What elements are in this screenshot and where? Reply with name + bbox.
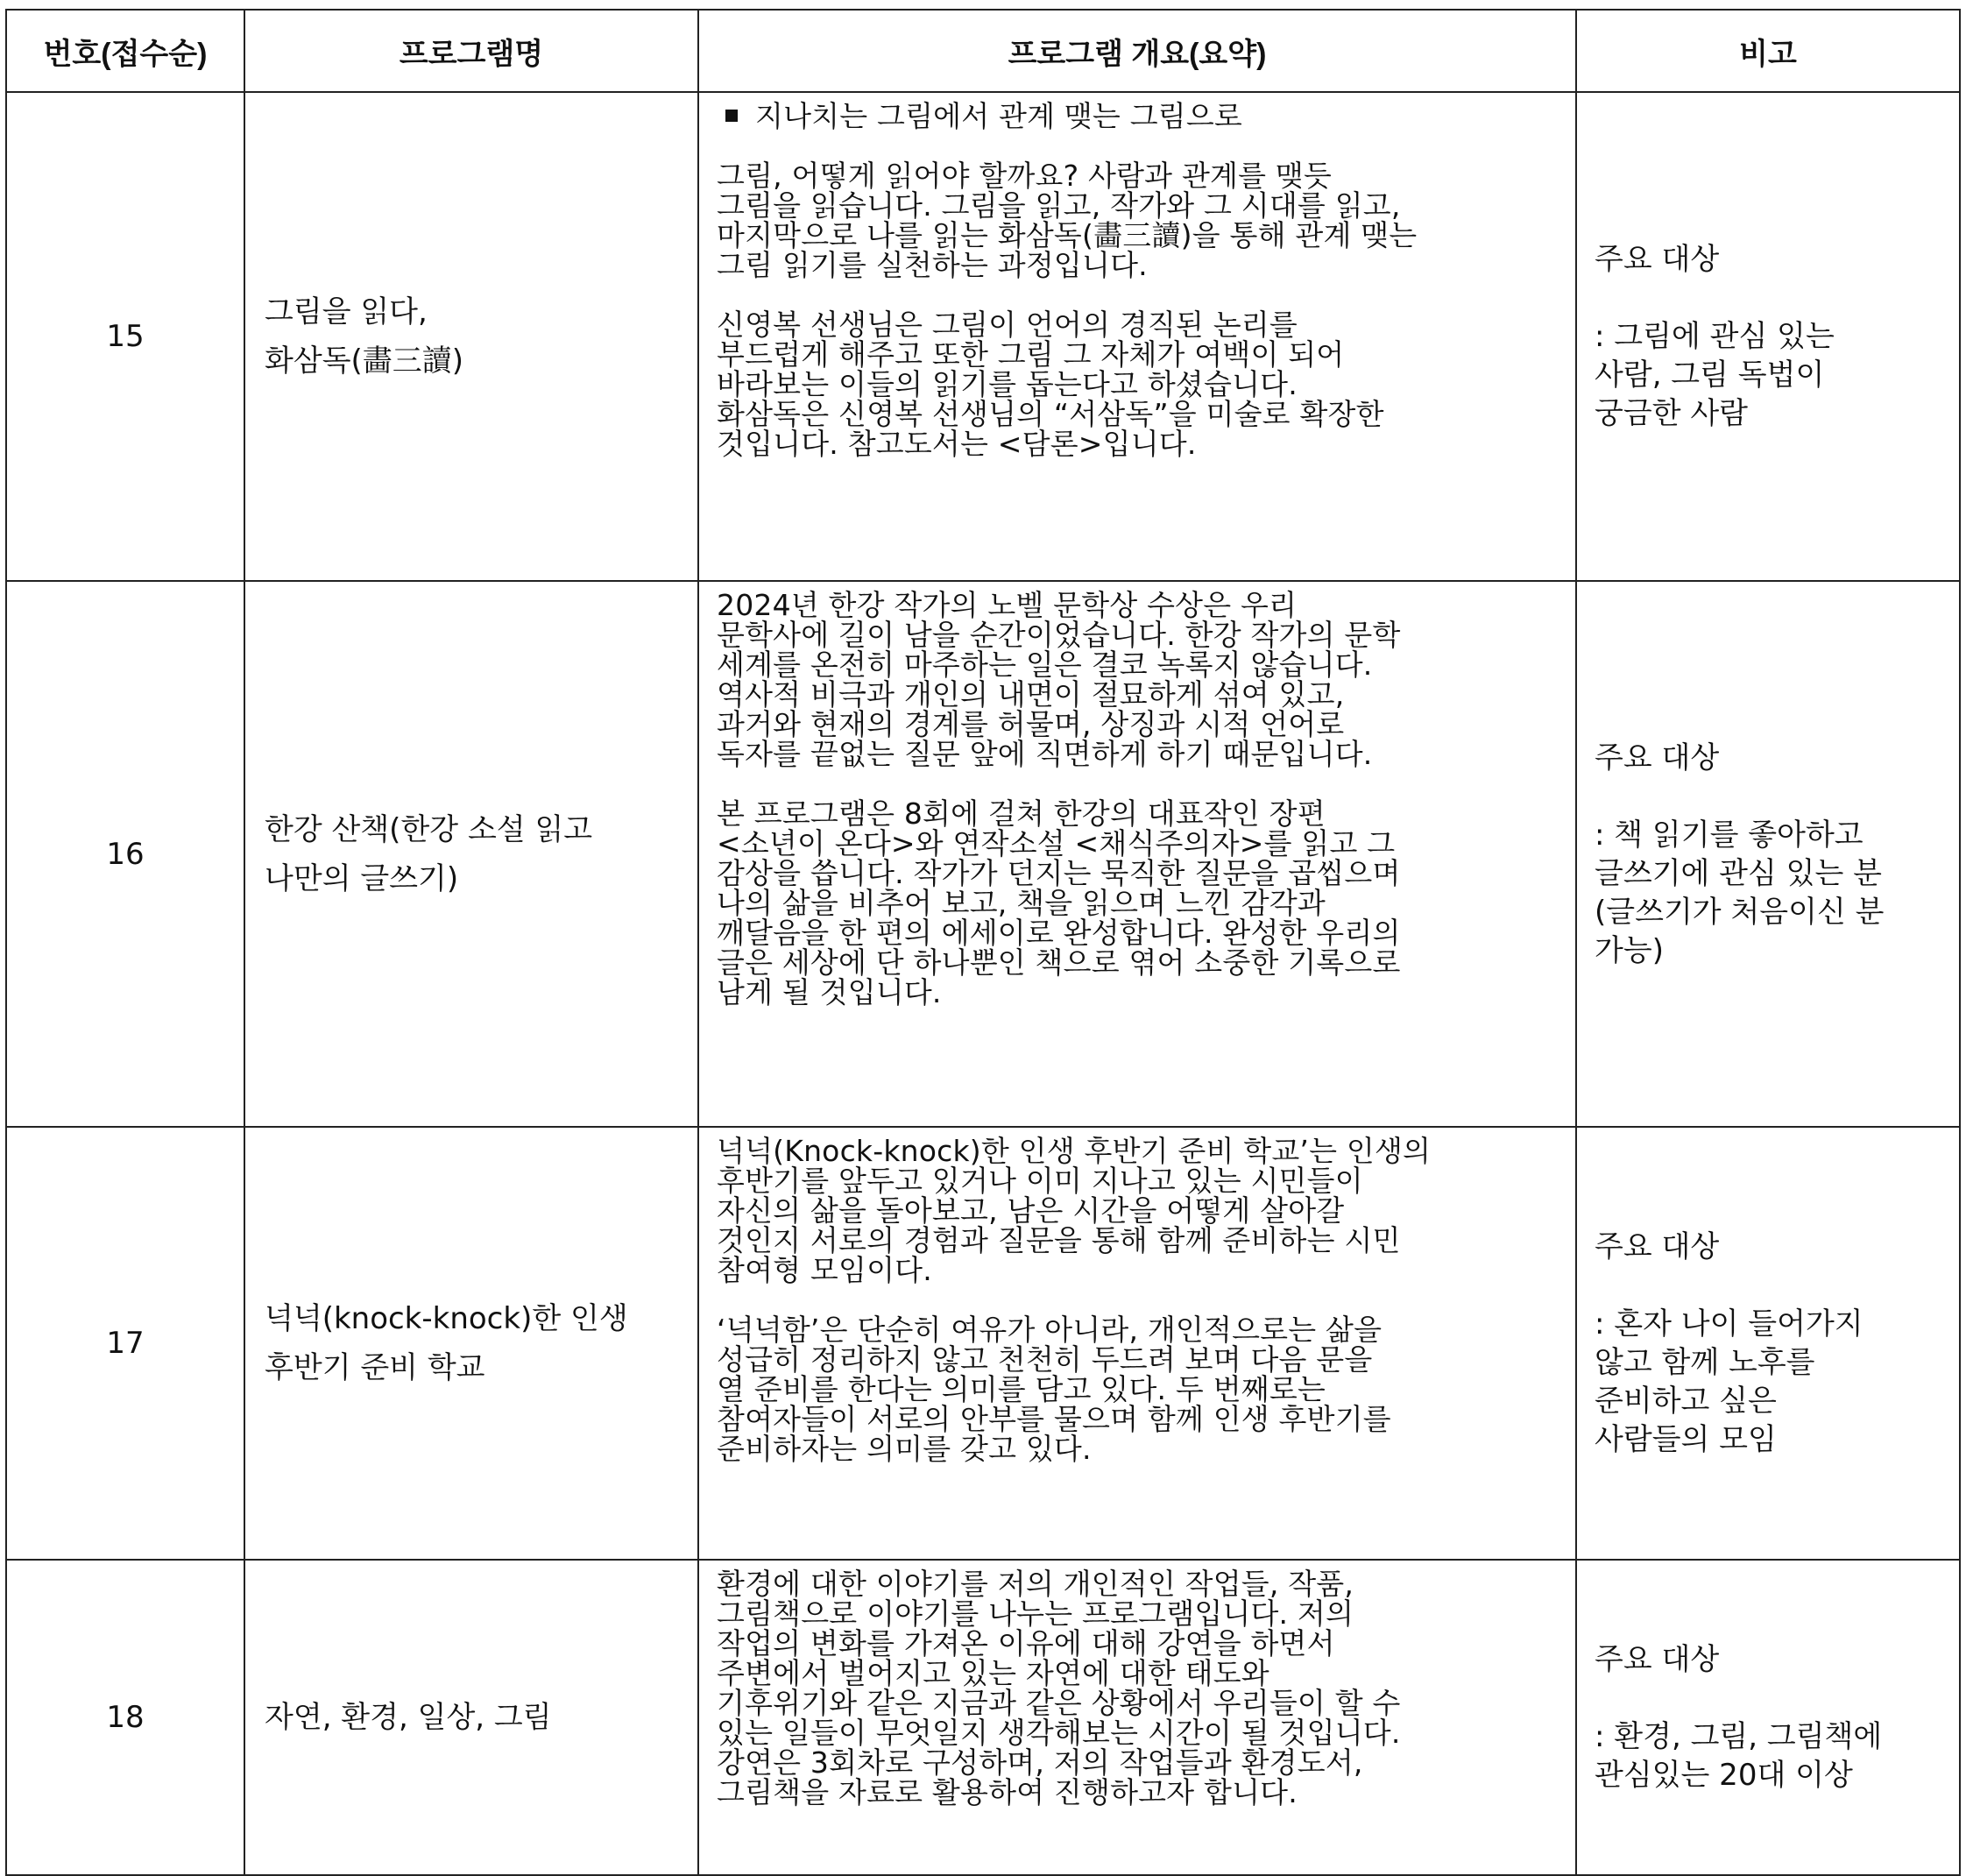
- summary-paragraph: 2024년 한강 작가의 노벨 문학상 수상은 우리 문학사에 길이 남을 순간이었습니다. 한강 작가의 문학 세계를 온전히 마주하는 일은 결코 녹록지 않습니다. 역사적 비극과 개인의 내면이 절묘하게 섞여 있고, 과거와 현재의 경계를 허물며, 상징과 시적 언어로 독자를 끝없는 질문 앞에 직면하게 하기 때문입니다.: [717, 588, 1401, 771]
- program-note: [1576, 1560, 1960, 1875]
- table-row: [6, 1560, 1960, 1875]
- square-bullet-icon: [725, 110, 738, 122]
- header-note: 비고: [1576, 10, 1960, 92]
- program-summary: [698, 581, 1576, 1127]
- table-row: [6, 92, 1960, 581]
- summary-bullet: [717, 99, 1559, 133]
- summary-paragraph: 본 프로그램은 8회에 걸쳐 한강의 대표작인 장편 <소년이 온다>와 연작소설 <채식주의자>를 읽고 그 감상을 씁니다. 작가가 던지는 묵직한 질문을 곱씹으며 나의 삶을 비추어 보고, 책을 읽으며 느낀 감각과 깨달음을 한 편의 에세이로 완성합니다. 완성한 우리의 글은 세상에 단 하나뿐인 책으로 엮어 소중한 기록으로 남게 될 것입니다.: [717, 796, 1401, 1009]
- program-name: [244, 1127, 698, 1560]
- header-program-name: 프로그램명: [244, 10, 698, 92]
- program-name-text: 한강 산책(한강 소설 읽고 나만의 글쓰기): [265, 811, 593, 896]
- summary-paragraph: 환경에 대한 이야기를 저의 개인적인 작업들, 작품, 그림책으로 이야기를 나누는 프로그램입니다. 저의 작업의 변화를 가져온 이유에 대해 강연을 하면서 주변에서 벌어지고 있는 자연에 대한 태도와 기후위기와 같은 지금과 같은 상황에서 우리들이 할 수 있는 일들이 무엇일지 생각해보는 시간이 될 것입니다. 강연은 3회차로 구성하며, 저의 작업들과 환경도서, 그림책을 자료로 활용하여 진행하고자 합니다.: [717, 1567, 1401, 1809]
- note-body: : 환경, 그림, 그림책에 관심있는 20대 이상: [1595, 1719, 1883, 1793]
- summary-paragraph: 신영복 선생님은 그림이 언어의 경직된 논리를 부드럽게 해주고 또한 그림 그 자체가 여백이 되어 바라보는 이들의 읽기를 돕는다고 하셨습니다. 화삼독은 신영복 선생님의 “서삼독”을 미술로 확장한 것입니다. 참고도서는 <담론>입니다.: [717, 308, 1384, 461]
- summary-bullet-text: 지나치는 그림에서 관계 맺는 그림으로: [755, 99, 1243, 133]
- note-body: : 혼자 나이 들어가지 않고 함께 노후를 준비하고 싶은 사람들의 모임: [1595, 1306, 1863, 1457]
- program-summary: [698, 1127, 1576, 1560]
- program-summary: [698, 92, 1576, 581]
- table-header-row: [6, 10, 1960, 92]
- row-number: 16: [6, 581, 244, 1127]
- program-table: [5, 9, 1961, 1876]
- program-note: [1576, 581, 1960, 1127]
- program-note: [1576, 92, 1960, 581]
- note-body: : 책 읽기를 좋아하고 글쓰기에 관심 있는 분 (글쓰기가 처음이신 분 가능): [1595, 817, 1885, 968]
- note-title: 주요 대상: [1595, 740, 1720, 775]
- program-name-text: 자연, 환경, 일상, 그림: [265, 1700, 552, 1735]
- program-name: [244, 581, 698, 1127]
- note-title: 주요 대상: [1595, 1642, 1720, 1677]
- row-number: 15: [6, 92, 244, 581]
- program-name-text: 그림을 읽다, 화삼독(畵三讀): [265, 294, 464, 379]
- table-row: [6, 1127, 1960, 1560]
- summary-paragraph: ‘넉넉함’은 단순히 여유가 아니라, 개인적으로는 삶을 성급히 정리하지 않고 천천히 두드려 보며 다음 문을 열 준비를 한다는 의미를 담고 있다. 두 번째로는 참여자들이 서로의 안부를 물으며 함께 인생 후반기를 준비하자는 의미를 갖고 있다.: [717, 1313, 1391, 1466]
- table-row: [6, 581, 1960, 1127]
- summary-paragraph: 그림, 어떻게 읽어야 할까요? 사람과 관계를 맺듯 그림을 읽습니다. 그림을 읽고, 작가와 그 시대를 읽고, 마지막으로 나를 읽는 화삼독(畵三讀)을 통해 관계 맺는 그림 읽기를 실천하는 과정입니다.: [717, 159, 1418, 282]
- row-number: 18: [6, 1560, 244, 1875]
- note-title: 주요 대상: [1595, 1229, 1720, 1264]
- header-number: 번호(접수순): [6, 10, 244, 92]
- program-summary: [698, 1560, 1576, 1875]
- summary-paragraph: 넉넉(Knock-knock)한 인생 후반기 준비 학교’는 인생의 후반기를 앞두고 있거나 이미 지나고 있는 시민들이 자신의 삶을 돌아보고, 남은 시간을 어떻게 살아갈 것인지 서로의 경험과 질문을 통해 함께 준비하는 시민 참여형 모임이다.: [717, 1134, 1432, 1287]
- row-number: 17: [6, 1127, 244, 1560]
- note-title: 주요 대상: [1595, 242, 1720, 277]
- program-name: [244, 1560, 698, 1875]
- note-body: : 그림에 관심 있는 사람, 그림 독법이 궁금한 사람: [1595, 319, 1835, 431]
- header-program-summary: 프로그램 개요(요약): [698, 10, 1576, 92]
- program-name: [244, 92, 698, 581]
- program-name-text: 넉넉(knock-knock)한 인생 후반기 준비 학교: [265, 1301, 628, 1385]
- program-note: [1576, 1127, 1960, 1560]
